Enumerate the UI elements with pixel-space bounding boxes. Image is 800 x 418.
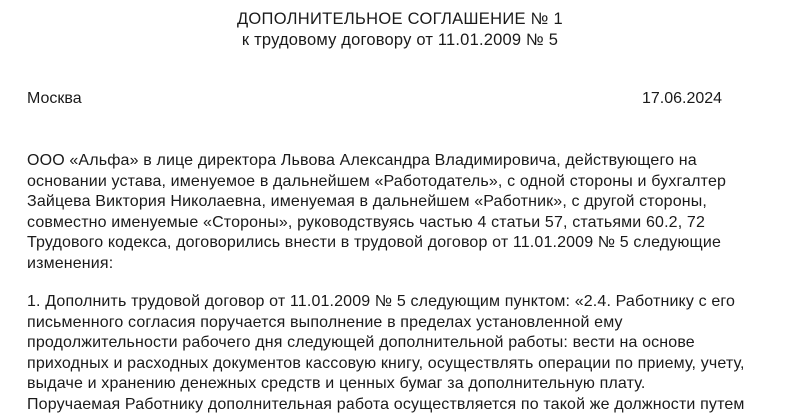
clause-line: Поручаемая Работнику дополнительная работа осуществляется по такой же должности путем [27,395,745,413]
preamble-line: Трудового кодекса, договорились внести в трудовой договор от 11.01.2009 № 5 следующие [27,234,721,251]
document-subtitle: к трудовому договору от 11.01.2009 № 5 [241,31,559,49]
preamble-line: изменения: [27,254,114,272]
clause-line: приходных и расходных документов кассовую книгу, осуществлять операции по приему, учету, [27,354,745,372]
preamble-line: совместно именуемые «Стороны», руководствуясь частью 4 статьи 57, статьями 60.2, 72 [27,213,706,231]
preamble-line: ООО «Альфа» в лице директора Львова Александра Владимировича, действующего на [27,152,697,169]
preamble-line: Зайцева Виктория Николаевна, именуемая в дальнейшем «Работник», с другой стороны, [27,193,707,210]
preamble-line: основании устава, именуемое в дальнейшем «Работодатель», с одной стороны и бухгалтер [27,172,727,190]
document-title: ДОПОЛНИТЕЛЬНОЕ СОГЛАШЕНИЕ № 1 [236,10,564,28]
document-city: Москва [27,90,82,107]
clause-line: письменного согласия поручается выполнение в пределах установленной ему [27,313,623,331]
clause-line: выдаче и хранению денежных средств и ценных бумаг за дополнительную плату. [27,375,646,392]
document-date: 17.06.2024 [642,90,723,107]
clause-line: 1. Дополнить трудовой договор от 11.01.2009 № 5 следующим пунктом: «2.4. Работнику с его [27,293,736,310]
clause-line: продолжительности рабочего дня следующей дополнительной работы: вести на основе [27,334,695,351]
